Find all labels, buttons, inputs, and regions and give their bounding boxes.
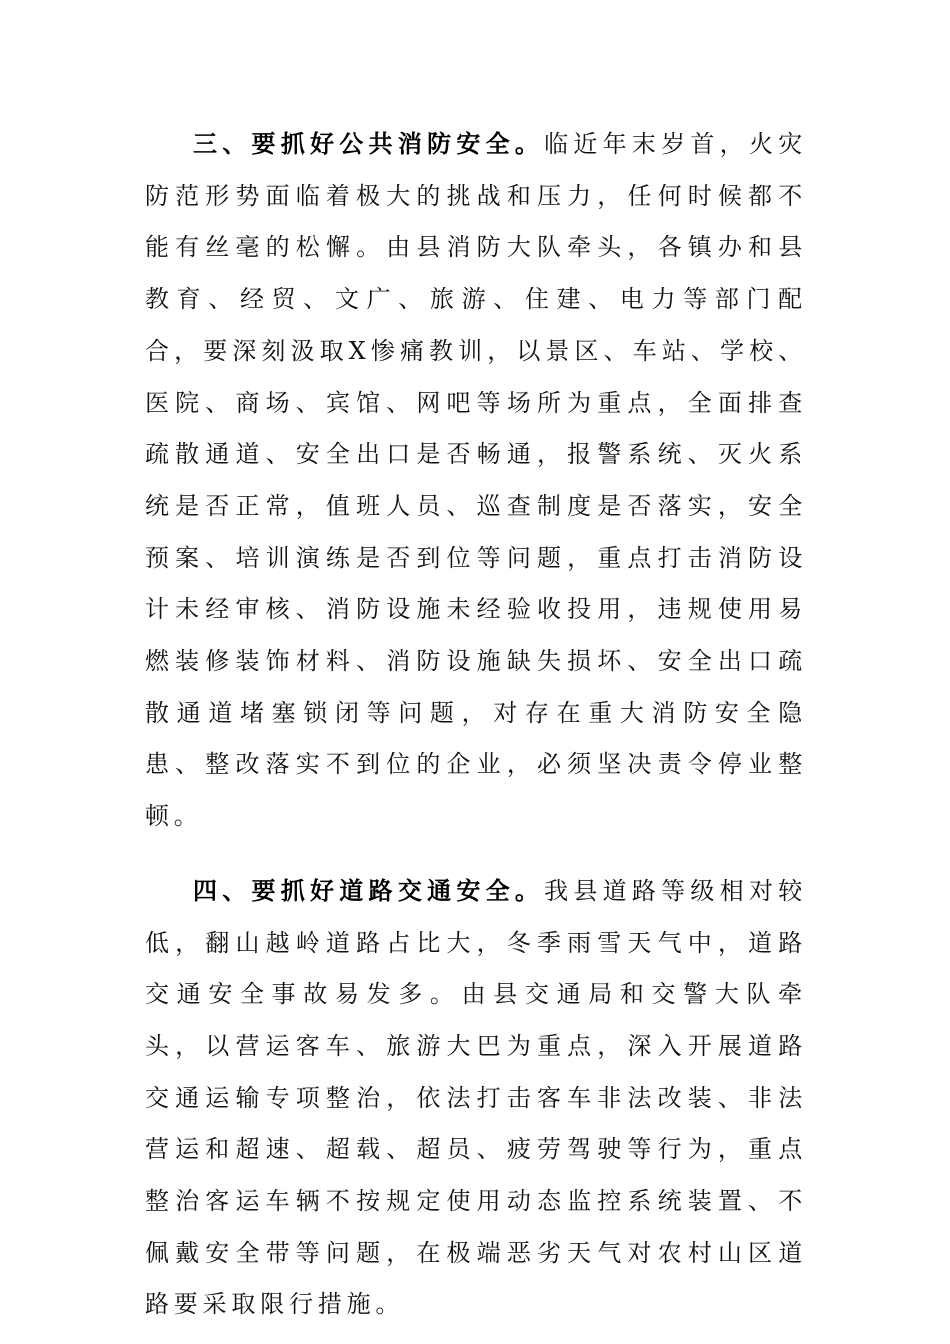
section-heading-road-safety: 四、要抓好道路交通安全。: [193, 876, 545, 905]
paragraph-fire-safety: [145, 119, 807, 843]
document-body: [145, 119, 807, 1331]
section-body-fire-safety: 临近年末岁首，火灾防范形势面临着极大的挑战和压力，任何时候都不能有丝毫的松懈。由县消防大队牵头，各镇办和县教育、经贸、文广、旅游、住建、电力等部门配合，要深刻汲取X惨痛教训，以景区、车站、学校、医院、商场、宾馆、网吧等场所为重点，全面排查疏散通道、安全出口是否畅通，报警系统、灭火系统是否正常，值班人员、巡查制度是否落实，安全预案、培训演练是否到位等问题，重点打击消防设计未经审核、消防设施未经验收投用，违规使用易燃装修装饰材料、消防设施缺失损坏、安全出口疏散通道堵塞锁闭等问题，对存在重大消防安全隐患、整改落实不到位的企业，必须坚决责令停业整顿。: [145, 130, 807, 831]
section-body-road-safety: 我县道路等级相对较低，翻山越岭道路占比大，冬季雨雪天气中，道路交通安全事故易发多。由县交通局和交警大队牵头，以营运客车、旅游大巴为重点，深入开展道路交通运输专项整治，依法打击客车非法改装、非法营运和超速、超载、超员、疲劳驾驶等行为，重点整治客运车辆不按规定使用动态监控系统装置、不佩戴安全带等问题，在极端恶劣天气对农村山区道路要采取限行措施。: [145, 876, 807, 1319]
paragraph-road-safety: [145, 866, 807, 1331]
section-heading-fire-safety: 三、要抓好公共消防安全。: [193, 130, 545, 158]
